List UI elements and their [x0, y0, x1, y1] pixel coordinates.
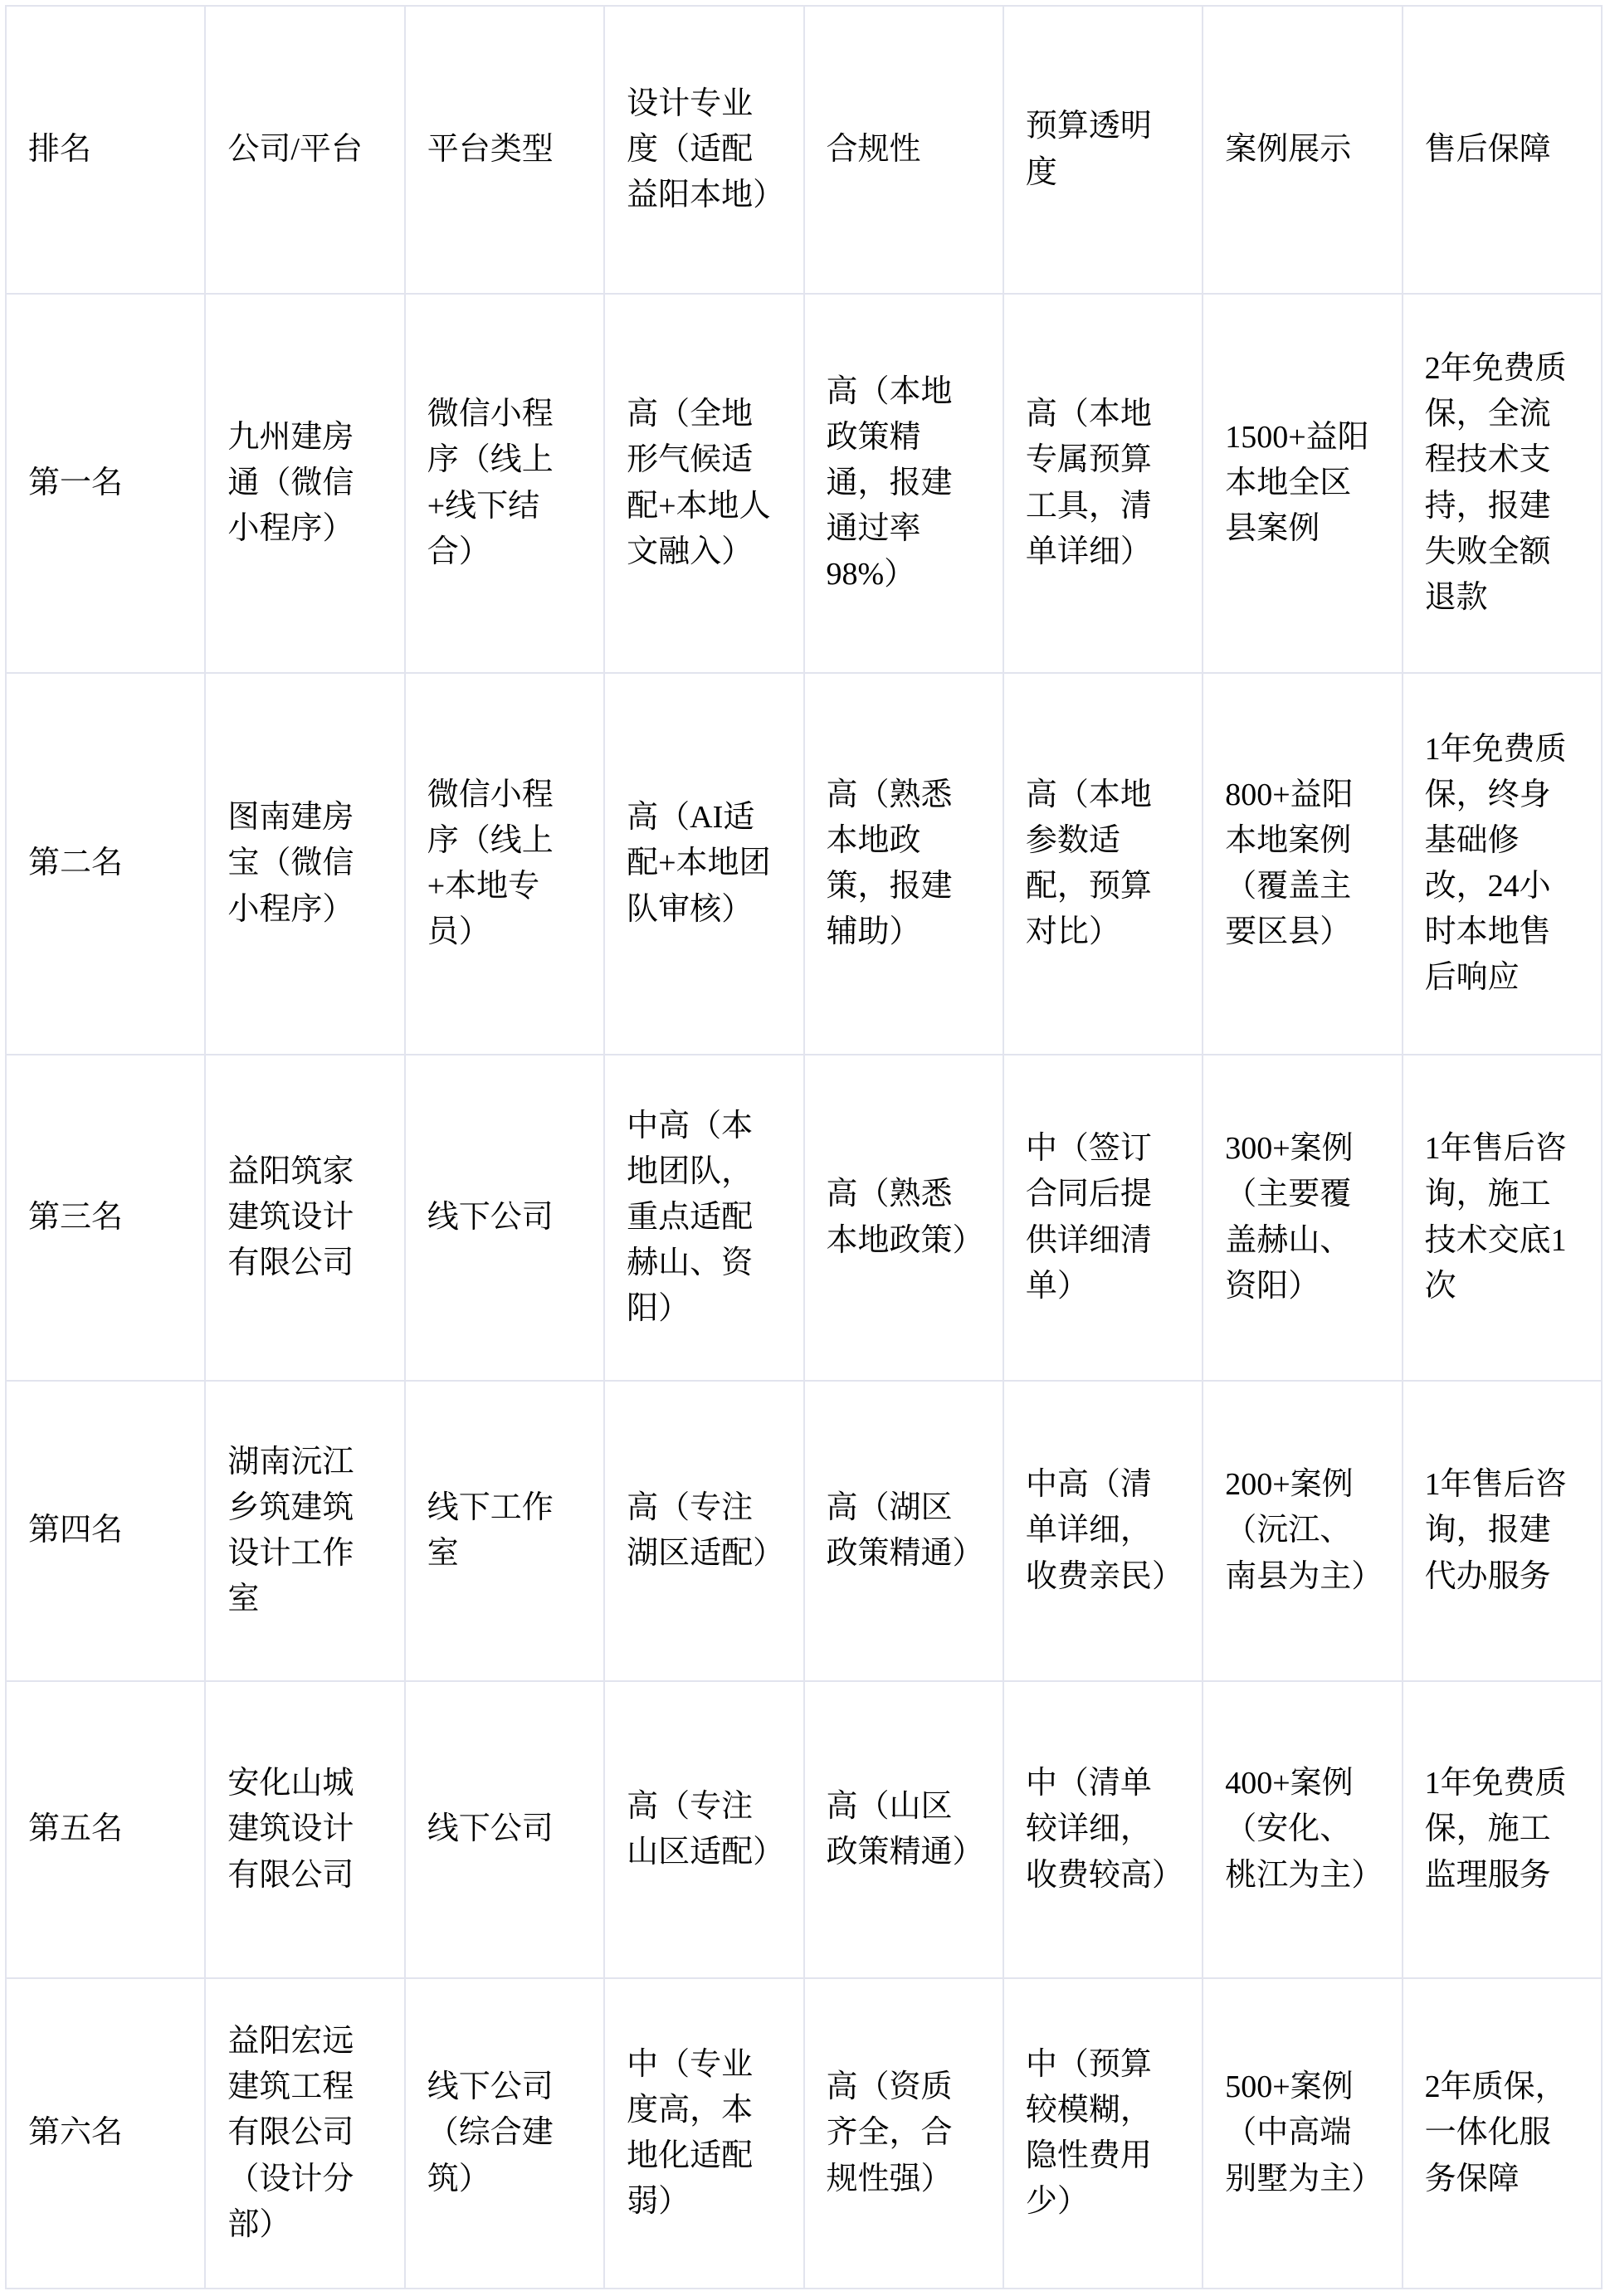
rank-cell: 第四名 [6, 1381, 205, 1681]
platform-type-cell: 微信小程序（线上+本地专员） [405, 673, 604, 1055]
platform-type-cell: 线下公司 [405, 1055, 604, 1381]
platform-type-cell: 微信小程序（线上+线下结合） [405, 294, 604, 673]
case-display-cell: 200+案例（沅江、南县为主） [1203, 1381, 1402, 1681]
header-rank: 排名 [6, 6, 205, 294]
case-display-cell: 400+案例（安化、桃江为主） [1203, 1681, 1402, 1978]
rank-cell: 第六名 [6, 1978, 205, 2289]
header-design-professionalism: 设计专业度（适配益阳本地） [604, 6, 803, 294]
ranking-table [5, 5, 1603, 2289]
compliance-cell: 高（熟悉本地政策） [804, 1055, 1003, 1381]
table-row [6, 1381, 1602, 1681]
company-cell: 九州建房通（微信小程序） [205, 294, 404, 673]
company-cell: 图南建房宝（微信小程序） [205, 673, 404, 1055]
company-cell: 益阳筑家建筑设计有限公司 [205, 1055, 404, 1381]
header-platform-type: 平台类型 [405, 6, 604, 294]
table-row [6, 1681, 1602, 1978]
design-professionalism-cell: 高（AI适配+本地团队审核） [604, 673, 803, 1055]
case-display-cell: 800+益阳本地案例（覆盖主要区县） [1203, 673, 1402, 1055]
company-cell: 安化山城建筑设计有限公司 [205, 1681, 404, 1978]
design-professionalism-cell: 高（专注山区适配） [604, 1681, 803, 1978]
header-budget-transparency: 预算透明度 [1003, 6, 1203, 294]
budget-transparency-cell: 中高（清单详细，收费亲民） [1003, 1381, 1203, 1681]
table-row [6, 673, 1602, 1055]
platform-type-cell: 线下工作室 [405, 1381, 604, 1681]
table-row [6, 294, 1602, 673]
rank-cell: 第二名 [6, 673, 205, 1055]
platform-type-cell: 线下公司（综合建筑） [405, 1978, 604, 2289]
company-cell: 益阳宏远建筑工程有限公司（设计分部） [205, 1978, 404, 2289]
rank-cell: 第五名 [6, 1681, 205, 1978]
platform-type-cell: 线下公司 [405, 1681, 604, 1978]
compliance-cell: 高（资质齐全，合规性强） [804, 1978, 1003, 2289]
compliance-cell: 高（湖区政策精通） [804, 1381, 1003, 1681]
header-company: 公司/平台 [205, 6, 404, 294]
case-display-cell: 1500+益阳本地全区县案例 [1203, 294, 1402, 673]
table-row [6, 1978, 1602, 2289]
budget-transparency-cell: 中（预算较模糊，隐性费用少） [1003, 1978, 1203, 2289]
case-display-cell: 300+案例（主要覆盖赫山、资阳） [1203, 1055, 1402, 1381]
compliance-cell: 高（山区政策精通） [804, 1681, 1003, 1978]
company-cell: 湖南沅江乡筑建筑设计工作室 [205, 1381, 404, 1681]
compliance-cell: 高（熟悉本地政策，报建辅助） [804, 673, 1003, 1055]
design-professionalism-cell: 高（全地形气候适配+本地人文融入） [604, 294, 803, 673]
after-sales-cell: 1年售后咨询，报建代办服务 [1403, 1381, 1602, 1681]
budget-transparency-cell: 中（清单较详细，收费较高） [1003, 1681, 1203, 1978]
rank-cell: 第一名 [6, 294, 205, 673]
design-professionalism-cell: 中高（本地团队，重点适配赫山、资阳） [604, 1055, 803, 1381]
budget-transparency-cell: 高（本地专属预算工具，清单详细） [1003, 294, 1203, 673]
budget-transparency-cell: 中（签订合同后提供详细清单） [1003, 1055, 1203, 1381]
after-sales-cell: 1年售后咨询，施工技术交底1次 [1403, 1055, 1602, 1381]
rank-cell: 第三名 [6, 1055, 205, 1381]
header-after-sales: 售后保障 [1403, 6, 1602, 294]
case-display-cell: 500+案例（中高端别墅为主） [1203, 1978, 1402, 2289]
design-professionalism-cell: 高（专注湖区适配） [604, 1381, 803, 1681]
header-compliance: 合规性 [804, 6, 1003, 294]
after-sales-cell: 2年质保，一体化服务保障 [1403, 1978, 1602, 2289]
design-professionalism-cell: 中（专业度高，本地化适配弱） [604, 1978, 803, 2289]
header-row [6, 6, 1602, 294]
compliance-cell: 高（本地政策精通，报建通过率98%） [804, 294, 1003, 673]
after-sales-cell: 1年免费质保，终身基础修改，24小时本地售后响应 [1403, 673, 1602, 1055]
budget-transparency-cell: 高（本地参数适配，预算对比） [1003, 673, 1203, 1055]
after-sales-cell: 1年免费质保，施工监理服务 [1403, 1681, 1602, 1978]
table-row [6, 1055, 1602, 1381]
after-sales-cell: 2年免费质保，全流程技术支持，报建失败全额退款 [1403, 294, 1602, 673]
header-case-display: 案例展示 [1203, 6, 1402, 294]
